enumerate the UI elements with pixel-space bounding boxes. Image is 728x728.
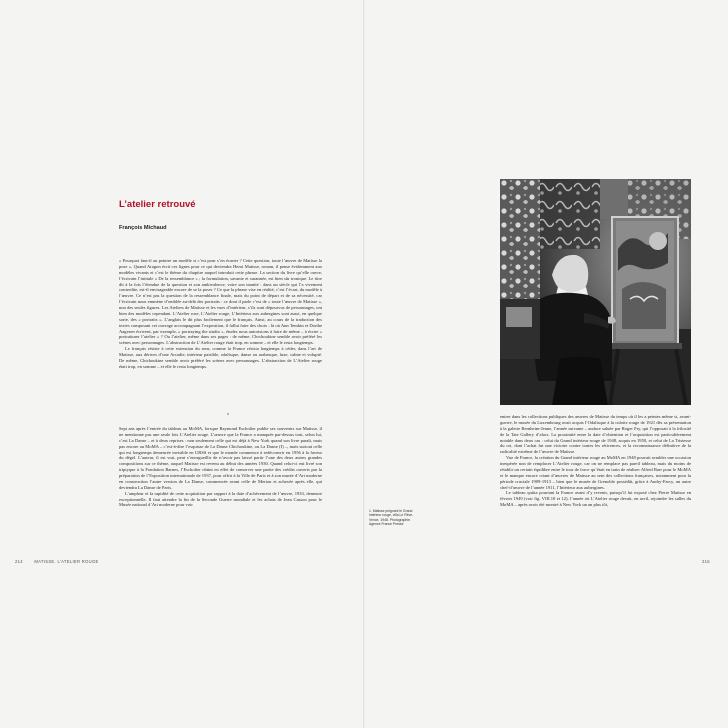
paragraph: Le tableau quitta pourtant la France avant d’y revenir, puisqu’il fut exposé chez Pierre Matisse en février 1949 (voir fig. VIII.10 et 12), l’année où L’Atelier rouge devait, en avril, rejoindre les salles du MoMA – après avoir été montré à New York un an plus tôt, (500, 490, 691, 508)
section-separator: * (227, 413, 229, 419)
matisse-painting-photo (500, 179, 691, 405)
photograph-matisse-painting-icon (500, 179, 691, 405)
paragraph: Le français résiste à cette extension du sens, comme la France résista longtemps à céder, dans l’art de Matisse, aux dérives d’une Arcadie, intérieur paisible, odalisque, danse ou arabesque, luxe, calme et volupté. De même, Chtchoukine semble avoir préféré les scènes avec personnages. L’abstraction de L’Atelier rouge était trop, en somme – et elle le resta longtemps. (119, 346, 322, 369)
left-page-number: 214 (15, 559, 23, 564)
paragraph: L’ampleur et la rapidité de cette acquisition par rapport à la date d’achèvement de l’œuvre, 1933, demeure exceptionnelle. Il faut attendre la fin de la Seconde Guerre mondiale et les achats de Jean Cassou pour le Musée national d’Art moderne pour voir (119, 490, 322, 508)
left-running-head: MATISSE. L’ATELIER ROUGE (34, 559, 99, 564)
text-column-1 (119, 258, 322, 408)
right-page-number: 215 (702, 559, 710, 564)
article-title: L’atelier retrouvé (119, 199, 196, 210)
text-column-3 (500, 414, 691, 570)
paragraph: entrer dans les collections publiques des œuvres de Matisse du temps où il les a peintes même si, avant-guerre, le musée du Luxembourg avait acquis l’Odalisque à la culotte rouge de 1921 dès sa présentation à la galerie Bernheim-Jeune, l’année suivante – audace saluée par Roger Fry, qui l’opposait à la frilosité de la Tate Gallery d’alors. La proximité entre la date d’obtention et l’acquisition est particulièrement notable dans deux cas : celui du Grand intérieur rouge de 1948, acquis en 1950, et celui de La Tristesse du roi, dont l’achat fut une victoire contre toutes les réticences, et la reconnaissance définitive de la radicalité extrême de l’œuvre de Matisse. (500, 414, 691, 455)
paragraph: « Pourquoi faut-il au peintre un modèle si c’est pour s’en écarter ? Cette question, toute l’œuvre de Matisse la pose », Quand Aragon écrit ces lignes pour ce qui deviendra Henri Matisse, roman, il pense évidemment aux modèles vivants et c’est le thème du chapitre auquel introduit cette phrase. La section du livre qu’elle ouvre, l’écrivain l’intitule « De la ressemblance » ; la formulation, savante et surannée, est bien sûr ironique. Le titre dit à la fois l’étendue de la question et son ambivalence, voire son inanité : dans un siècle qui l’a vivement contredite, est-il envisageable encore de se la poser ? Ce que la phrase vise en réalité, c’est l’écart, du modèle à l’œuvre. Ce n’est pas la question de la ressemblance finale, mais du point de départ et de sa nécessité, car l’écrivain nous emmène d’emblée au-delà des portraits : ce dont il parle c’est de « toute l’œuvre de Matisse », non des seules figures. Les Ateliers de Matisse et les vues d’intérieur, s’ils sont dépourvus de personnages, ont bien des modèles cependant. L’Atelier rose, L’Atelier rouge, L’Intérieur aux aubergines sont aussi, en quelque sorte, des « portraits ». L’anglais le dit plus facilement que le français. Ainsi, au cours de la traduction des textes composant cet ouvrage accompagnant l’exposition, il fallut faire des choix : là où Ann Temkin et Dorthe Aagesen écrivent, par exemple, « portraying the studio », études nous autorisions à faire de même – à écrire « portraiturer l’atelier » ? Ou l’atelier, même dans ses pages : de même, Chrchoukine semble avoir préféré les scènes avec personnages. L’abstraction de L’Atelier rouge était trop, en somme – et elle le resta longtemps. (119, 258, 322, 346)
figure-caption: 1. Matisse peignant le Grand intérieur rouge, villa Le Rêve, Vence, 1948. Photographie. Agence France Presse (369, 509, 414, 527)
left-folio (15, 559, 99, 564)
page-gutter (363, 0, 365, 728)
text-column-2 (119, 426, 322, 556)
right-folio (702, 559, 710, 564)
paragraph: Sept ans après l’entrée du tableau au MoMA, lorsque Raymond Escholier publie ses souvenirs sur Matisse, il ne mentionne pas une seule fois L’Atelier rouge. L’œuvre que la France a manquée par-dessus tout, selon lui, c’est La Danse – et à deux reprises : non seulement celle qui est déjà à New York quand son livre paraît, mais pas encore au MoMA – c’est-à-dire l’esquisse de La Danse Chtchoukine, ou La Danse (I) –, mais surtout celle qui est longtemps demeurée invisible en URSS et que le monde commence à redécouvrir en 1956 à la faveur du dégel. L’auteur, il est vrai, peut s’enorgueillir de n’avoir pas laissé partir l’une des deux autres grandes compositions sur ce thème, auquel Matisse est revenu au début des années 1930. Quand celui-ci eut livré son triptyque à la Fondation Barnes, l’Escholier obtint en effet de conserver une partie des crédits ouverts par la préparation de l’Exposition internationale de 1937, pour offrir à la Ville de Paris et à son musée d’Art moderne en construction l’autre version de La Danse, commencée avant celle de Merion et achevée après elle, qui deviendra La Danse de Paris. (119, 426, 322, 490)
article-author: François Michaud (119, 225, 167, 231)
paragraph: Vue de France, la création du Grand intérieur rouge au MoMA en 1948 pouvait sembler une occasion inespérée non de remplacer L’Atelier rouge, car on ne remplace pas pareil tableau, mais du moins de rétablir un certain équilibre entre le tour de force qu’était en train de réaliser Alfred Barr pour le MoMA et le manque encore criant d’œuvres de Matisse au sein des collections françaises, notamment pour la période cruciale 1909-1913 – bien que le musée de Grenoble possédât, grâce à Andry-Farcy, un autre chef-d’œuvre de l’année 1911, l’Intérieur aux aubergines. (500, 455, 691, 490)
